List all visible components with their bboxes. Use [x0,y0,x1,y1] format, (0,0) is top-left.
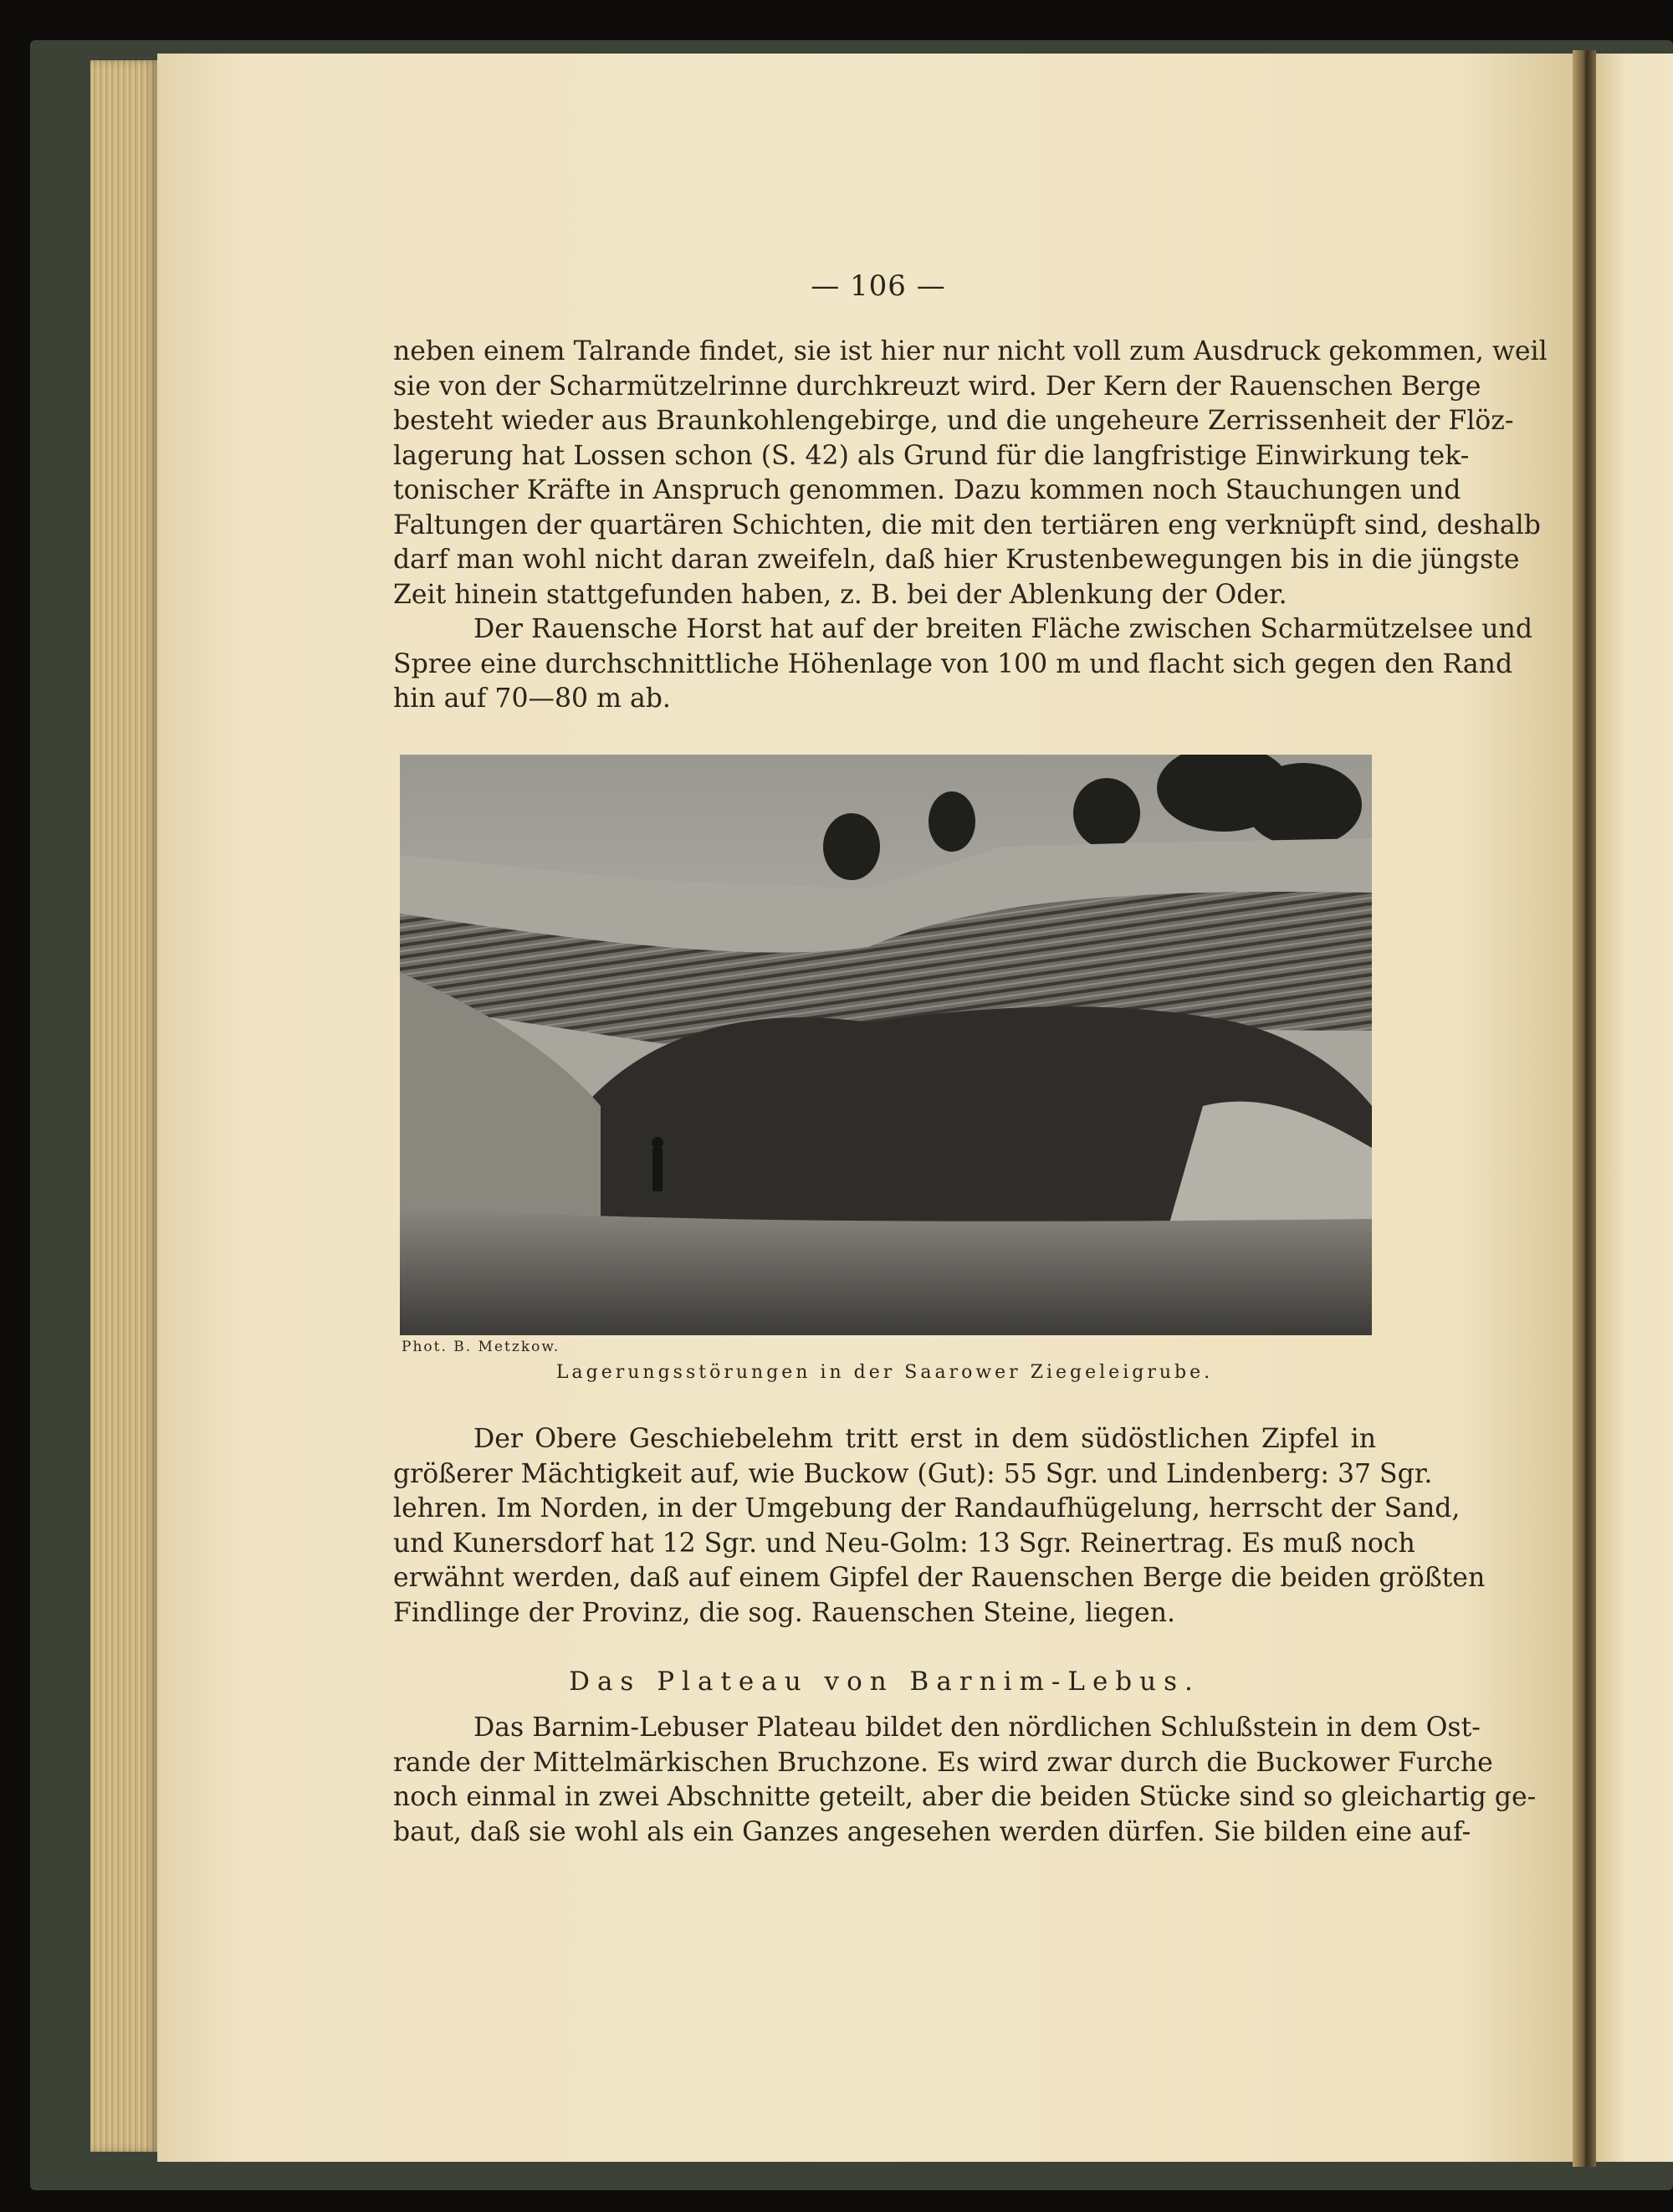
text-line: und Kunersdorf hat 12 Sgr. und Neu-Golm: 13 Sgr. Reinertrag. Es muß noch [393,1528,1415,1559]
page-number: — 106 — [811,269,946,303]
text-line: hin auf 70—80 m ab. [393,684,671,714]
text-line: Findlinge der Provinz, die sog. Rauenschen Steine, liegen. [393,1597,1176,1628]
photo-credit: Phot. B. Metzkow. [402,1339,560,1355]
paragraph-bottom [393,1711,1537,1850]
text-line: Das Barnim-Lebuser Plateau bildet den nördlichen Schlußstein in dem Ost- [473,1713,1481,1743]
paragraph-top [393,335,1548,717]
page-edges-stack [90,60,157,2152]
text-line: sie von der Scharmützelrinne durchkreuzt wird. Der Kern der Rauenschen Berge [393,371,1481,402]
text-line: Der Obere Geschiebelehm tritt erst in dem südöstlichen Zipfel in [473,1424,1376,1454]
text-line: baut, daß sie wohl als ein Ganzes angesehen werden dürfen. Sie bilden eine auf- [393,1816,1471,1847]
text-line: noch einmal in zwei Abschnitte geteilt, aber die beiden Stücke sind so gleichartig ge- [393,1782,1537,1812]
quarry-photograph [400,755,1372,1335]
text-line: erwähnt werden, daß auf einem Gipfel der Rauenschen Berge die beiden größten [393,1563,1486,1593]
text-line: lagerung hat Lossen schon (S. 42) als Grund für die langfristige Einwirkung tek- [393,440,1470,471]
text-line: lehren. Im Norden, in der Umgebung der Randaufhügelung, herrscht der Sand, [393,1493,1461,1523]
book-gutter [1573,50,1596,2167]
text-line: Der Rauensche Horst hat auf der breiten Fläche zwischen Scharmützelsee und [473,614,1533,644]
facing-page-edge [1596,54,1673,2162]
paragraph-middle [393,1422,1486,1631]
photo-illustration [400,755,1372,1335]
text-line: besteht wieder aus Braunkohlengebirge, und die ungeheure Zerrissenheit der Flöz- [393,406,1514,436]
text-line: darf man wohl nicht daran zweifeln, daß hier Krustenbewegungen bis in die jüngste [393,545,1520,575]
text-line: größerer Mächtigkeit auf, wie Buckow (Gut): 55 Sgr. und Lindenberg: 37 Sgr. [393,1458,1433,1489]
text-line: Spree eine durchschnittliche Höhenlage von 100 m und flacht sich gegen den Rand [393,648,1513,679]
section-heading: Das Plateau von Barnim-Lebus. [569,1667,1200,1697]
text-line: Faltungen der quartären Schichten, die mit den tertiären eng verknüpft sind, deshalb [393,509,1541,540]
text-line: neben einem Talrande findet, sie ist hier nur nicht voll zum Ausdruck gekommen, weil [393,336,1548,366]
text-line: tonischer Kräfte in Anspruch genommen. Dazu kommen noch Stauchungen und [393,475,1461,505]
text-line: rande der Mittelmärkischen Bruchzone. Es wird zwar durch die Buckower Furche [393,1747,1493,1778]
figure-caption: Lagerungsstörungen in der Saarower Ziegeleigrube. [555,1362,1214,1383]
text-line: Zeit hinein stattgefunden haben, z. B. bei der Ablenkung der Oder. [393,579,1287,610]
